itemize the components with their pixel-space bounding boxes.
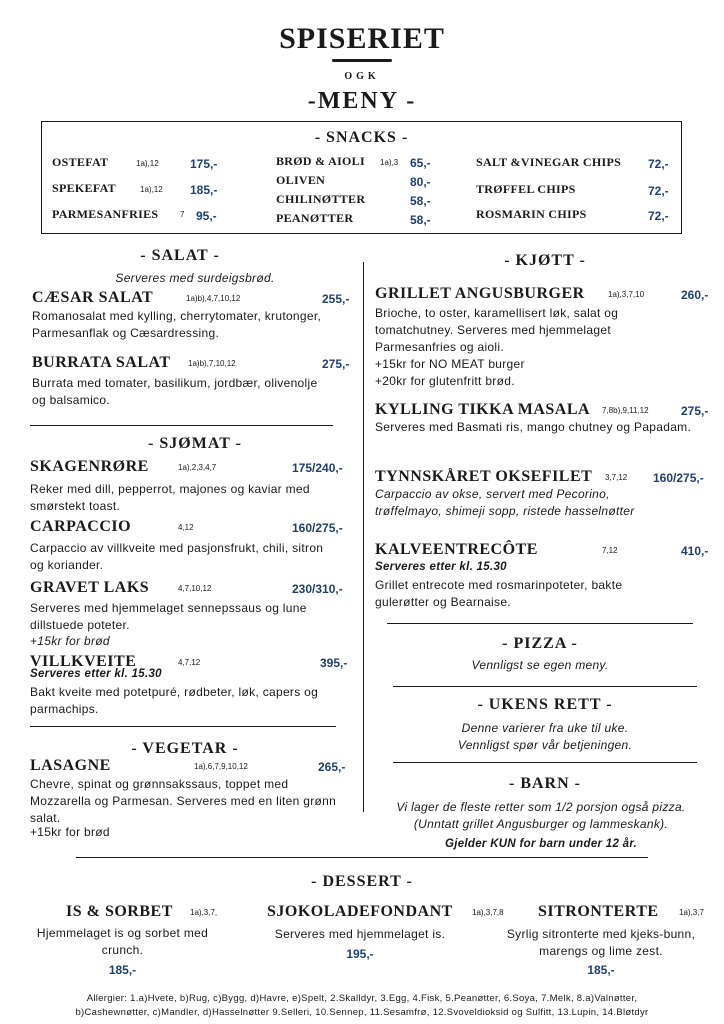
dish-name: GRILLET ANGUSBURGER xyxy=(375,285,585,302)
snack-name: TRØFFEL CHIPS xyxy=(476,182,576,196)
dish-name: GRAVET LAKS xyxy=(30,579,150,596)
dish-description: Brioche, to oster, karamellisert løk, salat og tomatchutney. Serveres med hjemmelaget Parmesanfries og aioli. xyxy=(375,306,619,354)
dish-allergens: 7,8b),9,11,12 xyxy=(602,406,649,415)
dish-price: 395,- xyxy=(320,656,348,670)
salat-heading: - SALAT - xyxy=(140,247,220,264)
divider xyxy=(387,623,693,624)
dish-description: Bakt kveite med potetpuré, rødbeter, løk, capers og parmachips. xyxy=(30,685,319,716)
snack-price: 72,- xyxy=(648,209,669,223)
dish-description: Reker med dill, pepperrot, majones og kaviar med smørstekt toast. xyxy=(30,482,310,513)
dessert-price: 185,- xyxy=(108,963,137,977)
dish-description: Grillet entrecote med rosmarinpoteter, bakte gulerøtter og Bearnaise. xyxy=(375,578,623,609)
pizza-note: Vennligst se egen meny. xyxy=(471,658,609,672)
dish-description: Burrata med tomater, basilikum, jordbær, olivenolje og balsamico. xyxy=(32,376,318,407)
dish-price: 160/275,- xyxy=(292,521,343,535)
dish-price: 230/310,- xyxy=(292,582,343,596)
snack-allergens: 1a),12 xyxy=(136,159,159,168)
ukens-line: Vennligst spør vår betjeningen. xyxy=(457,738,633,752)
dish-allergens: 4,7,12 xyxy=(178,658,201,667)
barn-age-note: Gjelder KUN for barn under 12 år. xyxy=(444,838,638,850)
sjomat-heading: - SJØMAT - xyxy=(148,435,242,452)
dish-description: Chevre, spinat og grønnsakssaus, toppet med Mozzarella og Parmesan. Serveres med en liten grønn salat. xyxy=(30,777,337,825)
snacks-heading: - SNACKS - xyxy=(314,129,409,146)
kjott-heading: - KJØTT - xyxy=(504,252,586,269)
knife-fork-icon xyxy=(332,59,392,62)
dessert-price: 195,- xyxy=(346,947,374,961)
dish-description: Serveres med hjemmelaget sennepssaus og lune dillstuede poteter. xyxy=(30,601,307,632)
dish-allergens: 1a)b),7,10,12 xyxy=(188,359,236,368)
dessert-allergens: 1a),3,7,8 xyxy=(472,908,504,917)
snack-name: PEANØTTER xyxy=(276,211,354,225)
snack-name: CHILINØTTER xyxy=(276,192,366,206)
brand-subtitle: OGK xyxy=(344,71,380,82)
dessert-heading: - DESSERT - xyxy=(311,873,413,890)
snack-price: 58,- xyxy=(410,194,431,208)
snack-name: OSTEFAT xyxy=(52,155,109,169)
serving-time: Serveres etter kl. 15.30 xyxy=(375,561,507,573)
allergy-line: b)Cashewnøtter, c)Mandler, d)Hasselnøtter 9.Selleri, 10.Sennep, 11.Sesamfrø, 12.Svoveldioksid og Sulfitt, 13.Lupin, 14.Bløtdyr xyxy=(75,1007,649,1018)
dessert-description: Syrlig sitronterte med kjeks-bunn, marengs og lime zest. xyxy=(506,927,696,958)
salat-note: Serveres med surdeigsbrød. xyxy=(115,271,275,285)
snack-price: 58,- xyxy=(410,213,431,227)
divider xyxy=(76,857,648,858)
snack-price: 80,- xyxy=(410,175,431,189)
allergy-legend xyxy=(0,992,724,1020)
dish-allergens: 1a),3,7,10 xyxy=(608,290,645,299)
column-divider xyxy=(363,262,364,812)
dish-allergens: 4,12 xyxy=(178,523,194,532)
dish-allergens: 4,7,10,12 xyxy=(178,584,212,593)
dish-allergens: 3,7,12 xyxy=(605,473,628,482)
dish-name: SKAGENRØRE xyxy=(30,458,149,475)
dish-extra: +15kr for brød xyxy=(30,825,110,839)
snack-name: SPEKEFAT xyxy=(52,181,116,195)
dish-allergens: 1a),6,7,9,10,12 xyxy=(194,762,248,771)
barn-line: Vi lager de fleste retter som 1/2 porsjon også pizza. xyxy=(396,800,686,814)
snack-name: BRØD & AIOLI xyxy=(276,154,365,168)
dish-price: 275,- xyxy=(681,404,709,418)
snack-name: SALT &VINEGAR CHIPS xyxy=(476,155,622,169)
menu-title: -MENY - xyxy=(307,88,417,114)
dish-description: Carpaccio av villkveite med pasjonsfrukt, chili, sitron og koriander. xyxy=(30,541,324,572)
snack-allergens: 1a),3 xyxy=(380,158,399,167)
brand-name: SPISERIET xyxy=(279,22,445,55)
dish-price: 260,- xyxy=(681,288,709,302)
dessert-description: Serveres med hjemmelaget is. xyxy=(274,927,446,941)
dish-description: Romanosalat med kylling, cherrytomater, krutonger, Parmesanflak og Cæsardressing. xyxy=(32,309,322,340)
dessert-price: 185,- xyxy=(587,963,615,977)
snack-name: ROSMARIN CHIPS xyxy=(476,207,587,221)
dish-name: CÆSAR SALAT xyxy=(32,289,154,306)
dish-price: 160/275,- xyxy=(653,471,704,485)
allergy-line: Allergier: 1.a)Hvete, b)Rug, c)Bygg, d)Havre, e)Spelt, 2.Skalldyr, 3.Egg, 4.Fisk, 5.Peanøtter, 6.Soya, 7.Melk, 8.a)Valnøtter, xyxy=(86,993,638,1004)
dish-price: 410,- xyxy=(681,544,709,558)
divider xyxy=(393,686,697,687)
dessert-name: IS & SORBET xyxy=(66,903,173,920)
dish-description: Serveres med Basmati ris, mango chutney og Papadam. xyxy=(375,420,692,434)
dish-allergens: 1a)b),4,7,10,12 xyxy=(186,294,241,303)
dish-name: LASAGNE xyxy=(30,757,111,774)
dish-description: Carpaccio av okse, servert med Pecorino, trøffelmayo, shimeji sopp, ristede hasselnøtter xyxy=(375,487,635,518)
dish-name: BURRATA SALAT xyxy=(32,354,171,371)
snack-name: OLIVEN xyxy=(276,173,326,187)
snack-allergens: 1a),12 xyxy=(140,185,163,194)
dish-name: VILLKVEITE xyxy=(30,653,137,670)
dish-extra: +20kr for glutenfritt brød. xyxy=(375,374,515,388)
snack-price: 185,- xyxy=(190,183,218,197)
dish-name: KALVEENTRECÔTE xyxy=(375,541,538,558)
dish-price: 255,- xyxy=(322,292,350,306)
snack-price: 72,- xyxy=(648,157,669,171)
barn-line: (Unntatt grillet Angusburger og lammeskank). xyxy=(413,817,669,831)
divider xyxy=(393,762,697,763)
dish-allergens: 7,12 xyxy=(602,546,618,555)
serving-time: Serveres etter kl. 15.30 xyxy=(30,668,162,680)
dessert-name: SJOKOLADEFONDANT xyxy=(267,903,453,920)
snack-allergens: 7 xyxy=(180,210,185,219)
snack-price: 95,- xyxy=(196,209,217,223)
vegetar-heading: - VEGETAR - xyxy=(131,740,239,757)
dish-price: 175/240,- xyxy=(292,461,343,475)
divider xyxy=(30,425,333,426)
dish-name: KYLLING TIKKA MASALA xyxy=(375,401,591,418)
dessert-name: SITRONTERTE xyxy=(538,903,659,920)
dessert-allergens: 1a),3,7, xyxy=(190,908,218,917)
snack-price: 72,- xyxy=(648,184,669,198)
pizza-heading: - PIZZA - xyxy=(502,635,578,652)
dessert-allergens: 1a),3,7 xyxy=(679,908,704,917)
dish-name: TYNNSKÅRET OKSEFILET xyxy=(375,468,593,485)
barn-heading: - BARN - xyxy=(509,775,581,792)
dish-name: CARPACCIO xyxy=(30,518,132,535)
snack-price: 65,- xyxy=(410,156,431,170)
dish-extra: +15kr for NO MEAT burger xyxy=(375,357,525,371)
dish-extra: +15kr for brød xyxy=(30,634,110,648)
dish-allergens: 1a),2,3,4,7 xyxy=(178,463,217,472)
divider xyxy=(30,726,336,727)
snack-price: 175,- xyxy=(190,157,218,171)
ukens-line: Denne varierer fra uke til uke. xyxy=(461,721,629,735)
ukens-heading: - UKENS RETT - xyxy=(477,696,613,713)
dish-price: 265,- xyxy=(318,760,346,774)
snack-name: PARMESANFRIES xyxy=(52,207,159,221)
dish-price: 275,- xyxy=(322,357,350,371)
dessert-description: Hjemmelaget is og sorbet med crunch. xyxy=(36,926,209,957)
